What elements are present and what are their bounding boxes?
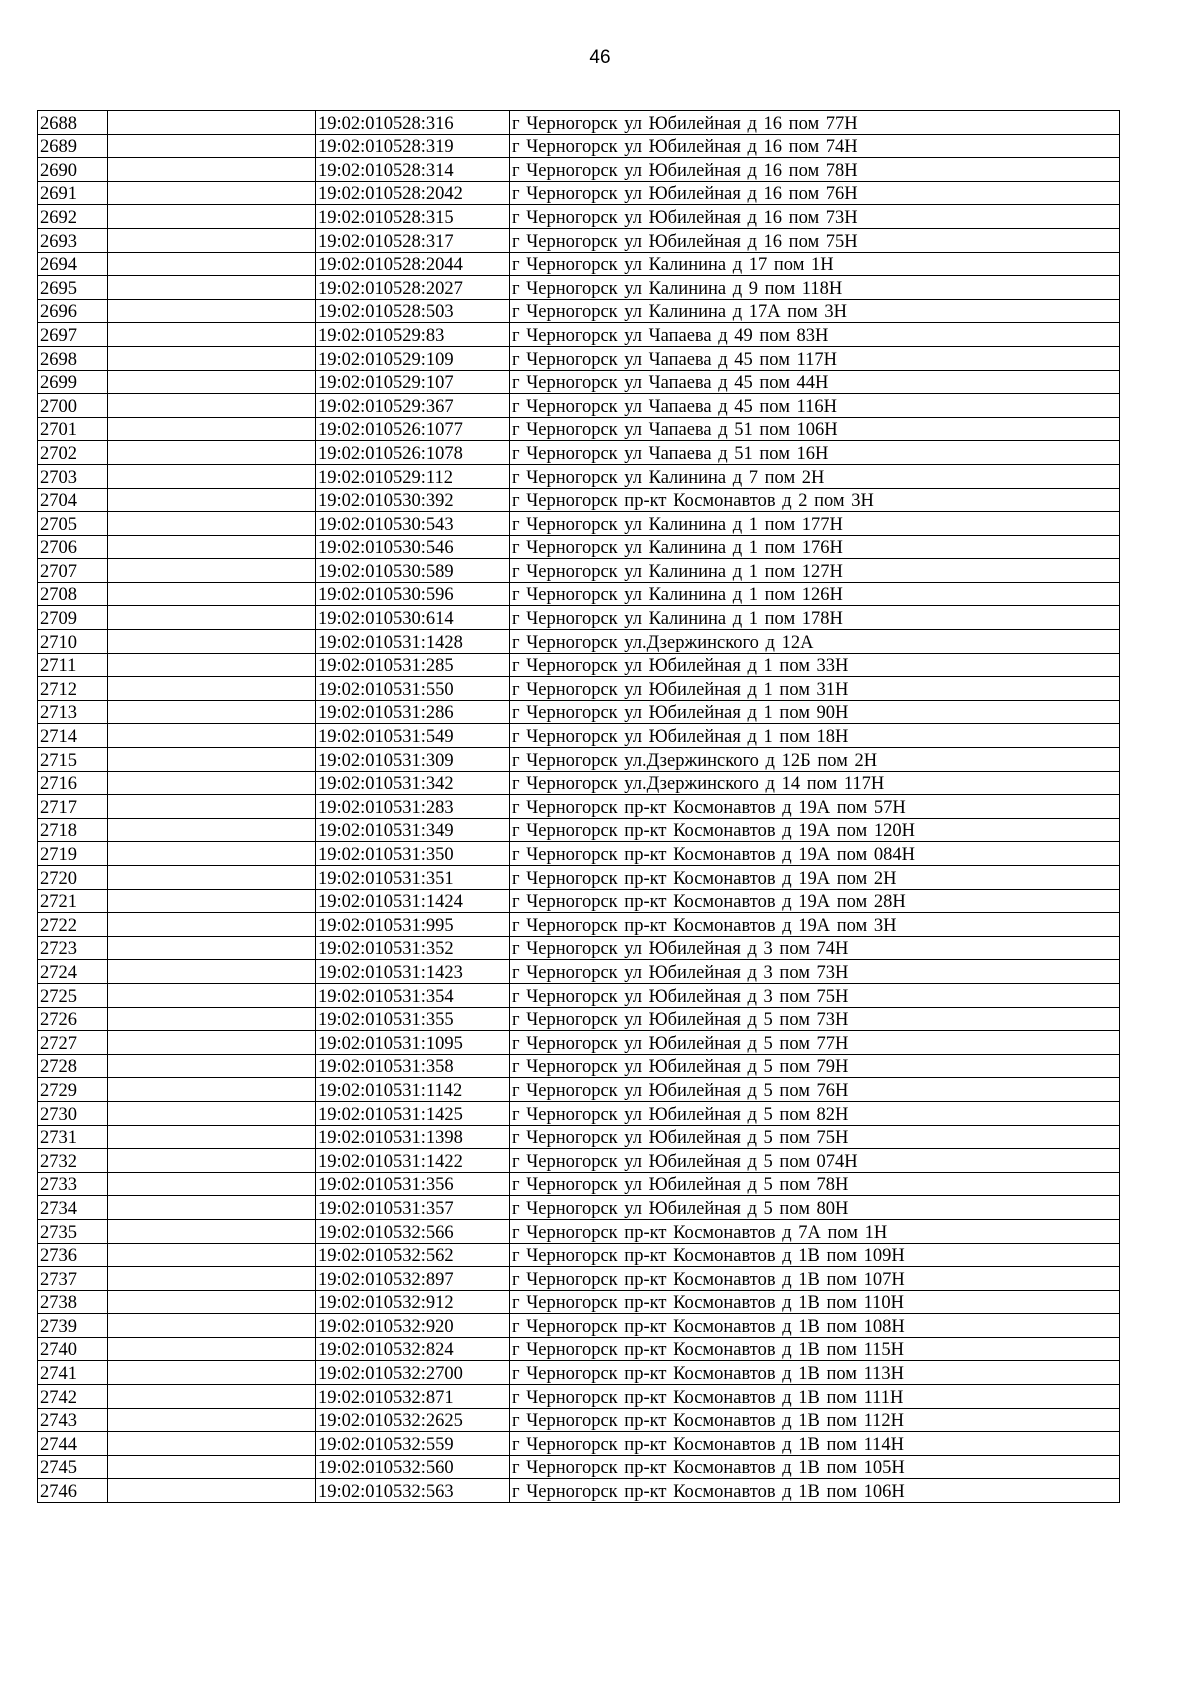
table-row — [38, 1054, 1120, 1078]
empty-cell — [108, 1455, 316, 1479]
cadastral-number-cell: 19:02:010531:357 — [316, 1196, 510, 1220]
cadastral-number-cell: 19:02:010531:1424 — [316, 889, 510, 913]
empty-cell — [108, 677, 316, 701]
row-number-cell: 2719 — [38, 842, 108, 866]
row-number-cell: 2729 — [38, 1078, 108, 1102]
table-row — [38, 158, 1120, 182]
table-row — [38, 983, 1120, 1007]
row-number-cell: 2689 — [38, 134, 108, 158]
address-cell: г Черногорск пр-кт Космонавтов д 7А пом 1Н — [510, 1219, 1120, 1243]
row-number-cell: 2707 — [38, 559, 108, 583]
address-cell: г Черногорск ул Юбилейная д 5 пом 82Н — [510, 1101, 1120, 1125]
empty-cell — [108, 1101, 316, 1125]
address-cell: г Черногорск ул Калинина д 1 пом 178Н — [510, 606, 1120, 630]
table-row — [38, 724, 1120, 748]
row-number-cell: 2699 — [38, 370, 108, 394]
row-number-cell: 2725 — [38, 983, 108, 1007]
address-cell: г Черногорск пр-кт Космонавтов д 1В пом 108Н — [510, 1314, 1120, 1338]
address-cell: г Черногорск пр-кт Космонавтов д 19А пом 084Н — [510, 842, 1120, 866]
row-number-cell: 2730 — [38, 1101, 108, 1125]
empty-cell — [108, 1385, 316, 1409]
address-cell: г Черногорск ул.Дзержинского д 12А — [510, 630, 1120, 654]
table-row — [38, 748, 1120, 772]
empty-cell — [108, 582, 316, 606]
address-cell: г Черногорск пр-кт Космонавтов д 19А пом 28Н — [510, 889, 1120, 913]
empty-cell — [108, 1125, 316, 1149]
table-row — [38, 1408, 1120, 1432]
address-cell: г Черногорск ул Чапаева д 49 пом 83Н — [510, 323, 1120, 347]
empty-cell — [108, 299, 316, 323]
address-cell: г Черногорск пр-кт Космонавтов д 1В пом 113Н — [510, 1361, 1120, 1385]
row-number-cell: 2714 — [38, 724, 108, 748]
table-row — [38, 535, 1120, 559]
row-number-cell: 2727 — [38, 1031, 108, 1055]
row-number-cell: 2740 — [38, 1337, 108, 1361]
empty-cell — [108, 1054, 316, 1078]
row-number-cell: 2710 — [38, 630, 108, 654]
table-row — [38, 111, 1120, 135]
row-number-cell: 2741 — [38, 1361, 108, 1385]
cadastral-number-cell: 19:02:010532:2625 — [316, 1408, 510, 1432]
row-number-cell: 2739 — [38, 1314, 108, 1338]
cadastral-number-cell: 19:02:010531:1142 — [316, 1078, 510, 1102]
address-cell: г Черногорск ул Калинина д 9 пом 118Н — [510, 276, 1120, 300]
cadastral-number-cell: 19:02:010531:349 — [316, 818, 510, 842]
row-number-cell: 2721 — [38, 889, 108, 913]
cadastral-number-cell: 19:02:010530:614 — [316, 606, 510, 630]
cadastral-number-cell: 19:02:010531:1423 — [316, 960, 510, 984]
empty-cell — [108, 417, 316, 441]
table-row — [38, 1101, 1120, 1125]
table-row — [38, 512, 1120, 536]
cadastral-number-cell: 19:02:010531:1095 — [316, 1031, 510, 1055]
cadastral-number-cell: 19:02:010531:355 — [316, 1007, 510, 1031]
row-number-cell: 2743 — [38, 1408, 108, 1432]
table-row — [38, 677, 1120, 701]
table-row — [38, 464, 1120, 488]
address-cell: г Черногорск ул Юбилейная д 1 пом 18Н — [510, 724, 1120, 748]
cadastral-number-cell: 19:02:010532:563 — [316, 1479, 510, 1503]
address-cell: г Черногорск ул Юбилейная д 16 пом 78Н — [510, 158, 1120, 182]
table-row — [38, 960, 1120, 984]
row-number-cell: 2717 — [38, 795, 108, 819]
address-cell: г Черногорск ул Юбилейная д 5 пом 76Н — [510, 1078, 1120, 1102]
row-number-cell: 2711 — [38, 653, 108, 677]
cadastral-number-cell: 19:02:010529:109 — [316, 346, 510, 370]
cadastral-number-cell: 19:02:010532:920 — [316, 1314, 510, 1338]
table-body — [38, 111, 1120, 1503]
row-number-cell: 2732 — [38, 1149, 108, 1173]
table-row — [38, 1149, 1120, 1173]
address-cell: г Черногорск ул Юбилейная д 3 пом 74Н — [510, 936, 1120, 960]
cadastral-number-cell: 19:02:010531:550 — [316, 677, 510, 701]
row-number-cell: 2722 — [38, 913, 108, 937]
row-number-cell: 2700 — [38, 394, 108, 418]
cadastral-number-cell: 19:02:010531:995 — [316, 913, 510, 937]
row-number-cell: 2724 — [38, 960, 108, 984]
address-cell: г Черногорск ул Юбилейная д 16 пом 74Н — [510, 134, 1120, 158]
empty-cell — [108, 559, 316, 583]
row-number-cell: 2688 — [38, 111, 108, 135]
cadastral-number-cell: 19:02:010528:2042 — [316, 181, 510, 205]
address-cell: г Черногорск пр-кт Космонавтов д 19А пом 2Н — [510, 866, 1120, 890]
empty-cell — [108, 535, 316, 559]
row-number-cell: 2726 — [38, 1007, 108, 1031]
empty-cell — [108, 488, 316, 512]
cadastral-number-cell: 19:02:010532:560 — [316, 1455, 510, 1479]
row-number-cell: 2691 — [38, 181, 108, 205]
cadastral-number-cell: 19:02:010531:309 — [316, 748, 510, 772]
cadastral-number-cell: 19:02:010531:1422 — [316, 1149, 510, 1173]
table-row — [38, 1031, 1120, 1055]
row-number-cell: 2735 — [38, 1219, 108, 1243]
table-row — [38, 866, 1120, 890]
row-number-cell: 2723 — [38, 936, 108, 960]
cadastral-number-cell: 19:02:010528:315 — [316, 205, 510, 229]
table-row — [38, 228, 1120, 252]
cadastral-number-cell: 19:02:010526:1077 — [316, 417, 510, 441]
empty-cell — [108, 512, 316, 536]
address-cell: г Черногорск пр-кт Космонавтов д 1В пом 111Н — [510, 1385, 1120, 1409]
row-number-cell: 2704 — [38, 488, 108, 512]
table-row — [38, 842, 1120, 866]
row-number-cell: 2745 — [38, 1455, 108, 1479]
cadastral-number-cell: 19:02:010531:1428 — [316, 630, 510, 654]
cadastral-number-cell: 19:02:010531:342 — [316, 771, 510, 795]
address-cell: г Черногорск ул Чапаева д 51 пом 16Н — [510, 441, 1120, 465]
empty-cell — [108, 960, 316, 984]
row-number-cell: 2736 — [38, 1243, 108, 1267]
table-row — [38, 653, 1120, 677]
empty-cell — [108, 181, 316, 205]
cadastral-number-cell: 19:02:010531:286 — [316, 700, 510, 724]
address-cell: г Черногорск пр-кт Космонавтов д 1В пом 112Н — [510, 1408, 1120, 1432]
table-row — [38, 323, 1120, 347]
empty-cell — [108, 1337, 316, 1361]
row-number-cell: 2713 — [38, 700, 108, 724]
table-row — [38, 1243, 1120, 1267]
empty-cell — [108, 1219, 316, 1243]
row-number-cell: 2692 — [38, 205, 108, 229]
table-row — [38, 771, 1120, 795]
row-number-cell: 2706 — [38, 535, 108, 559]
address-cell: г Черногорск пр-кт Космонавтов д 1В пом 107Н — [510, 1267, 1120, 1291]
table-row — [38, 441, 1120, 465]
table-row — [38, 205, 1120, 229]
table-row — [38, 1432, 1120, 1456]
row-number-cell: 2734 — [38, 1196, 108, 1220]
empty-cell — [108, 276, 316, 300]
table-row — [38, 582, 1120, 606]
row-number-cell: 2744 — [38, 1432, 108, 1456]
table-row — [38, 252, 1120, 276]
address-cell: г Черногорск ул Юбилейная д 5 пом 77Н — [510, 1031, 1120, 1055]
cadastral-number-cell: 19:02:010530:543 — [316, 512, 510, 536]
cadastral-number-cell: 19:02:010532:2700 — [316, 1361, 510, 1385]
address-cell: г Черногорск пр-кт Космонавтов д 1В пом 105Н — [510, 1455, 1120, 1479]
row-number-cell: 2694 — [38, 252, 108, 276]
empty-cell — [108, 1408, 316, 1432]
address-cell: г Черногорск ул Калинина д 1 пом 127Н — [510, 559, 1120, 583]
table-row — [38, 1455, 1120, 1479]
row-number-cell: 2701 — [38, 417, 108, 441]
row-number-cell: 2728 — [38, 1054, 108, 1078]
empty-cell — [108, 134, 316, 158]
empty-cell — [108, 936, 316, 960]
cadastral-number-cell: 19:02:010530:589 — [316, 559, 510, 583]
empty-cell — [108, 252, 316, 276]
table-row — [38, 1078, 1120, 1102]
row-number-cell: 2703 — [38, 464, 108, 488]
table-row — [38, 818, 1120, 842]
address-cell: г Черногорск ул Калинина д 1 пом 126Н — [510, 582, 1120, 606]
table-row — [38, 1267, 1120, 1291]
table-row — [38, 488, 1120, 512]
address-cell: г Черногорск ул Юбилейная д 5 пом 73Н — [510, 1007, 1120, 1031]
table-row — [38, 1219, 1120, 1243]
row-number-cell: 2738 — [38, 1290, 108, 1314]
cadastral-number-cell: 19:02:010532:562 — [316, 1243, 510, 1267]
row-number-cell: 2742 — [38, 1385, 108, 1409]
table-row — [38, 795, 1120, 819]
address-cell: г Черногорск ул Юбилейная д 16 пом 73Н — [510, 205, 1120, 229]
address-cell: г Черногорск пр-кт Космонавтов д 19А пом 120Н — [510, 818, 1120, 842]
address-cell: г Черногорск ул Чапаева д 45 пом 116Н — [510, 394, 1120, 418]
address-cell: г Черногорск пр-кт Космонавтов д 1В пом 115Н — [510, 1337, 1120, 1361]
table-row — [38, 1196, 1120, 1220]
empty-cell — [108, 1078, 316, 1102]
row-number-cell: 2746 — [38, 1479, 108, 1503]
table-row — [38, 299, 1120, 323]
table-row — [38, 936, 1120, 960]
row-number-cell: 2697 — [38, 323, 108, 347]
empty-cell — [108, 630, 316, 654]
table-row — [38, 134, 1120, 158]
cadastral-number-cell: 19:02:010531:356 — [316, 1172, 510, 1196]
cadastral-number-cell: 19:02:010531:350 — [316, 842, 510, 866]
table-row — [38, 1290, 1120, 1314]
table-row — [38, 630, 1120, 654]
row-number-cell: 2696 — [38, 299, 108, 323]
row-number-cell: 2709 — [38, 606, 108, 630]
address-cell: г Черногорск пр-кт Космонавтов д 1В пом 110Н — [510, 1290, 1120, 1314]
row-number-cell: 2733 — [38, 1172, 108, 1196]
table-row — [38, 370, 1120, 394]
table-row — [38, 417, 1120, 441]
table-row — [38, 700, 1120, 724]
empty-cell — [108, 346, 316, 370]
address-cell: г Черногорск пр-кт Космонавтов д 19А пом 3Н — [510, 913, 1120, 937]
address-cell: г Черногорск пр-кт Космонавтов д 1В пом 106Н — [510, 1479, 1120, 1503]
empty-cell — [108, 795, 316, 819]
row-number-cell: 2695 — [38, 276, 108, 300]
address-cell: г Черногорск ул Юбилейная д 5 пом 78Н — [510, 1172, 1120, 1196]
empty-cell — [108, 1031, 316, 1055]
cadastral-number-cell: 19:02:010531:285 — [316, 653, 510, 677]
cadastral-number-cell: 19:02:010526:1078 — [316, 441, 510, 465]
address-cell: г Черногорск пр-кт Космонавтов д 1В пом 109Н — [510, 1243, 1120, 1267]
address-cell: г Черногорск ул Юбилейная д 1 пом 90Н — [510, 700, 1120, 724]
cadastral-number-cell: 19:02:010532:559 — [316, 1432, 510, 1456]
empty-cell — [108, 111, 316, 135]
cadastral-number-cell: 19:02:010532:912 — [316, 1290, 510, 1314]
table-row — [38, 913, 1120, 937]
cadastral-number-cell: 19:02:010528:319 — [316, 134, 510, 158]
address-cell: г Черногорск ул Чапаева д 45 пом 117Н — [510, 346, 1120, 370]
cadastral-number-cell: 19:02:010529:112 — [316, 464, 510, 488]
cadastral-number-cell: 19:02:010530:546 — [316, 535, 510, 559]
empty-cell — [108, 1314, 316, 1338]
empty-cell — [108, 228, 316, 252]
cadastral-number-cell: 19:02:010532:871 — [316, 1385, 510, 1409]
address-cell: г Черногорск ул Калинина д 1 пом 176Н — [510, 535, 1120, 559]
address-cell: г Черногорск ул Юбилейная д 5 пом 074Н — [510, 1149, 1120, 1173]
table-row — [38, 1479, 1120, 1503]
table-row — [38, 1361, 1120, 1385]
cadastral-number-cell: 19:02:010528:314 — [316, 158, 510, 182]
address-cell: г Черногорск ул Калинина д 1 пом 177Н — [510, 512, 1120, 536]
empty-cell — [108, 842, 316, 866]
address-cell: г Черногорск ул.Дзержинского д 14 пом 117Н — [510, 771, 1120, 795]
empty-cell — [108, 748, 316, 772]
row-number-cell: 2698 — [38, 346, 108, 370]
empty-cell — [108, 394, 316, 418]
cadastral-number-cell: 19:02:010531:283 — [316, 795, 510, 819]
address-cell: г Черногорск ул Юбилейная д 16 пом 77Н — [510, 111, 1120, 135]
empty-cell — [108, 370, 316, 394]
registry-table — [37, 110, 1120, 1503]
empty-cell — [108, 1290, 316, 1314]
cadastral-number-cell: 19:02:010531:1398 — [316, 1125, 510, 1149]
table-row — [38, 181, 1120, 205]
cadastral-number-cell: 19:02:010531:1425 — [316, 1101, 510, 1125]
address-cell: г Черногорск ул Чапаева д 51 пом 106Н — [510, 417, 1120, 441]
address-cell: г Черногорск ул Калинина д 17 пом 1Н — [510, 252, 1120, 276]
address-cell: г Черногорск ул Чапаева д 45 пом 44Н — [510, 370, 1120, 394]
row-number-cell: 2712 — [38, 677, 108, 701]
cadastral-number-cell: 19:02:010530:392 — [316, 488, 510, 512]
row-number-cell: 2715 — [38, 748, 108, 772]
table-row — [38, 394, 1120, 418]
empty-cell — [108, 1479, 316, 1503]
empty-cell — [108, 1007, 316, 1031]
address-cell: г Черногорск пр-кт Космонавтов д 1В пом 114Н — [510, 1432, 1120, 1456]
cadastral-number-cell: 19:02:010529:367 — [316, 394, 510, 418]
address-cell: г Черногорск пр-кт Космонавтов д 2 пом 3Н — [510, 488, 1120, 512]
empty-cell — [108, 158, 316, 182]
table-row — [38, 1314, 1120, 1338]
row-number-cell: 2690 — [38, 158, 108, 182]
row-number-cell: 2708 — [38, 582, 108, 606]
table-row — [38, 1007, 1120, 1031]
empty-cell — [108, 1196, 316, 1220]
row-number-cell: 2737 — [38, 1267, 108, 1291]
row-number-cell: 2716 — [38, 771, 108, 795]
table-row — [38, 276, 1120, 300]
cadastral-number-cell: 19:02:010532:897 — [316, 1267, 510, 1291]
empty-cell — [108, 1432, 316, 1456]
address-cell: г Черногорск ул Юбилейная д 5 пом 75Н — [510, 1125, 1120, 1149]
cadastral-number-cell: 19:02:010531:358 — [316, 1054, 510, 1078]
address-cell: г Черногорск ул Юбилейная д 5 пом 79Н — [510, 1054, 1120, 1078]
empty-cell — [108, 1149, 316, 1173]
cadastral-number-cell: 19:02:010530:596 — [316, 582, 510, 606]
cadastral-number-cell: 19:02:010531:354 — [316, 983, 510, 1007]
empty-cell — [108, 653, 316, 677]
address-cell: г Черногорск ул Юбилейная д 16 пом 76Н — [510, 181, 1120, 205]
empty-cell — [108, 464, 316, 488]
cadastral-number-cell: 19:02:010529:83 — [316, 323, 510, 347]
address-cell: г Черногорск ул Калинина д 7 пом 2Н — [510, 464, 1120, 488]
empty-cell — [108, 866, 316, 890]
cadastral-number-cell: 19:02:010531:352 — [316, 936, 510, 960]
table-row — [38, 1385, 1120, 1409]
address-cell: г Черногорск ул Юбилейная д 1 пом 33Н — [510, 653, 1120, 677]
address-cell: г Черногорск ул Юбилейная д 5 пом 80Н — [510, 1196, 1120, 1220]
cadastral-number-cell: 19:02:010532:824 — [316, 1337, 510, 1361]
empty-cell — [108, 205, 316, 229]
address-cell: г Черногорск ул.Дзержинского д 12Б пом 2Н — [510, 748, 1120, 772]
empty-cell — [108, 606, 316, 630]
address-cell: г Черногорск ул Юбилейная д 3 пом 73Н — [510, 960, 1120, 984]
row-number-cell: 2702 — [38, 441, 108, 465]
empty-cell — [108, 323, 316, 347]
row-number-cell: 2720 — [38, 866, 108, 890]
empty-cell — [108, 818, 316, 842]
table-row — [38, 346, 1120, 370]
table-row — [38, 1172, 1120, 1196]
empty-cell — [108, 889, 316, 913]
cadastral-number-cell: 19:02:010528:2044 — [316, 252, 510, 276]
empty-cell — [108, 1243, 316, 1267]
row-number-cell: 2705 — [38, 512, 108, 536]
table-row — [38, 559, 1120, 583]
row-number-cell: 2731 — [38, 1125, 108, 1149]
empty-cell — [108, 1172, 316, 1196]
table-row — [38, 889, 1120, 913]
empty-cell — [108, 700, 316, 724]
address-cell: г Черногорск пр-кт Космонавтов д 19А пом 57Н — [510, 795, 1120, 819]
table-row — [38, 606, 1120, 630]
cadastral-number-cell: 19:02:010528:317 — [316, 228, 510, 252]
empty-cell — [108, 724, 316, 748]
address-cell: г Черногорск ул Калинина д 17А пом 3Н — [510, 299, 1120, 323]
empty-cell — [108, 1267, 316, 1291]
cadastral-number-cell: 19:02:010531:351 — [316, 866, 510, 890]
address-cell: г Черногорск ул Юбилейная д 1 пом 31Н — [510, 677, 1120, 701]
empty-cell — [108, 913, 316, 937]
page-number: 46 — [589, 47, 611, 68]
address-cell: г Черногорск ул Юбилейная д 16 пом 75Н — [510, 228, 1120, 252]
address-cell: г Черногорск ул Юбилейная д 3 пом 75Н — [510, 983, 1120, 1007]
empty-cell — [108, 771, 316, 795]
cadastral-number-cell: 19:02:010528:503 — [316, 299, 510, 323]
empty-cell — [108, 441, 316, 465]
cadastral-number-cell: 19:02:010529:107 — [316, 370, 510, 394]
cadastral-number-cell: 19:02:010531:549 — [316, 724, 510, 748]
table-row — [38, 1125, 1120, 1149]
cadastral-number-cell: 19:02:010532:566 — [316, 1219, 510, 1243]
cadastral-number-cell: 19:02:010528:2027 — [316, 276, 510, 300]
empty-cell — [108, 1361, 316, 1385]
row-number-cell: 2693 — [38, 228, 108, 252]
cadastral-number-cell: 19:02:010528:316 — [316, 111, 510, 135]
empty-cell — [108, 983, 316, 1007]
row-number-cell: 2718 — [38, 818, 108, 842]
table-row — [38, 1337, 1120, 1361]
